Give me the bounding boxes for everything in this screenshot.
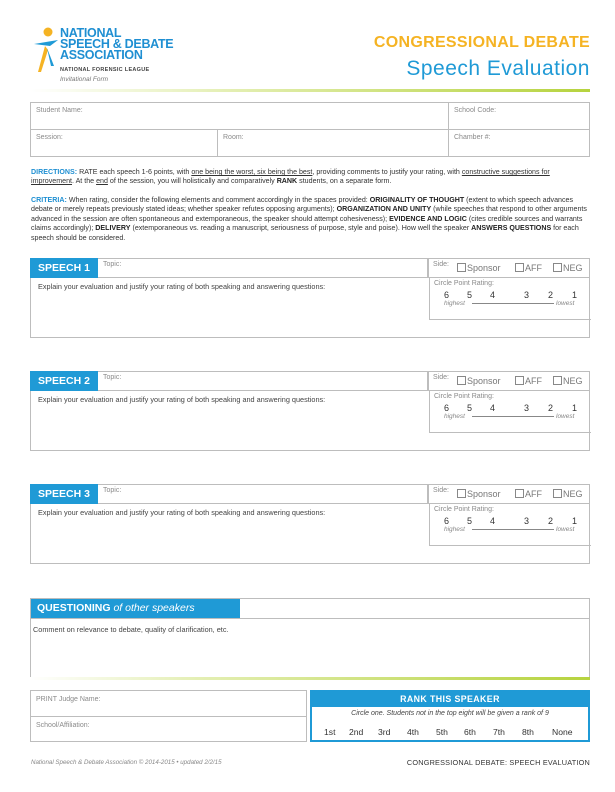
form-title-footer: CONGRESSIONAL DEBATE: SPEECH EVALUATION <box>406 758 590 767</box>
speech-3-label: SPEECH 3 <box>30 484 98 504</box>
sponsor-checkbox[interactable]: Sponsor <box>457 376 501 386</box>
rating-4[interactable]: 4 <box>490 516 496 526</box>
lowest-label: lowest <box>556 300 575 307</box>
rating-arrow <box>472 416 554 417</box>
session-label: Session: <box>36 134 63 141</box>
student-name-label: Student Name: <box>36 107 83 114</box>
speech-1-side-selector <box>428 258 590 278</box>
rating-5[interactable]: 5 <box>467 403 473 413</box>
neg-checkbox[interactable]: NEG <box>553 489 583 499</box>
school-code-field[interactable] <box>449 103 589 130</box>
form-type-label: Invitational Form <box>60 76 109 83</box>
logo-subtitle: NATIONAL FORENSIC LEAGUE <box>60 67 150 73</box>
rating-4[interactable]: 4 <box>490 403 496 413</box>
school-code-label: School Code: <box>454 107 497 114</box>
rank-note: Circle one. Students not in the top eight will be given a rank of 9 <box>351 710 549 717</box>
rank-option-4th[interactable]: 4th <box>407 727 419 737</box>
student-name-field[interactable] <box>31 103 449 130</box>
speech-3-rating <box>429 504 591 546</box>
speech-2-rating <box>429 391 591 433</box>
lowest-label: lowest <box>556 413 575 420</box>
judge-name-field[interactable]: PRINT Judge Name: <box>36 696 101 703</box>
questioning-header <box>30 598 590 619</box>
rating-2[interactable]: 2 <box>548 290 554 300</box>
student-info-table <box>30 102 590 157</box>
aff-checkbox[interactable]: AFF <box>515 489 542 499</box>
rank-option-none[interactable]: None <box>552 727 573 737</box>
rating-4[interactable]: 4 <box>490 290 496 300</box>
rank-title: RANK THIS SPEAKER <box>312 692 588 707</box>
speech-3-topic-field[interactable] <box>98 484 428 504</box>
rating-label: Circle Point Rating: <box>434 393 494 400</box>
side-label: Side: <box>433 374 449 381</box>
rating-5[interactable]: 5 <box>467 290 473 300</box>
rank-speaker-box <box>310 690 590 742</box>
association-logo-icon <box>30 26 62 76</box>
rating-1[interactable]: 1 <box>572 290 578 300</box>
session-field[interactable] <box>31 130 218 156</box>
speech-2-side-selector <box>428 371 590 391</box>
side-label: Side: <box>433 487 449 494</box>
rating-5[interactable]: 5 <box>467 516 473 526</box>
chamber-field[interactable] <box>449 130 589 156</box>
speech-3-explanation-area[interactable] <box>30 504 590 564</box>
judge-info-box <box>30 690 307 742</box>
speech-1-rating <box>429 278 591 320</box>
rating-label: Circle Point Rating: <box>434 506 494 513</box>
rating-2[interactable]: 2 <box>548 516 554 526</box>
questioning-prompt: Comment on relevance to debate, quality of clarification, etc. <box>33 625 229 634</box>
neg-checkbox[interactable]: NEG <box>553 376 583 386</box>
aff-checkbox[interactable]: AFF <box>515 263 542 273</box>
rank-option-3rd[interactable]: 3rd <box>378 727 391 737</box>
rank-option-1st[interactable]: 1st <box>324 727 336 737</box>
logo-wordmark: NATIONAL SPEECH & DEBATE ASSOCIATION <box>60 26 174 62</box>
rating-arrow <box>472 529 554 530</box>
sponsor-checkbox[interactable]: Sponsor <box>457 263 501 273</box>
aff-checkbox[interactable]: AFF <box>515 376 542 386</box>
speech-2-explanation-area[interactable] <box>30 391 590 451</box>
rank-option-2nd[interactable]: 2nd <box>349 727 364 737</box>
lowest-label: lowest <box>556 526 575 533</box>
rating-label: Circle Point Rating: <box>434 280 494 287</box>
rating-3[interactable]: 3 <box>524 290 530 300</box>
topic-label: Topic: <box>103 261 122 268</box>
speech-1-topic-field[interactable] <box>98 258 428 278</box>
room-field[interactable] <box>218 130 449 156</box>
page-subtitle: Speech Evaluation <box>406 57 590 80</box>
rating-1[interactable]: 1 <box>572 516 578 526</box>
speech-2-topic-field[interactable] <box>98 371 428 391</box>
page-title: CONGRESSIONAL DEBATE <box>373 34 590 51</box>
explanation-prompt: Explain your evaluation and justify your rating of both speaking and answering questions: <box>38 395 326 404</box>
school-affiliation-field[interactable]: School/Affiliation: <box>36 722 90 729</box>
topic-label: Topic: <box>103 487 122 494</box>
sponsor-checkbox[interactable]: Sponsor <box>457 489 501 499</box>
speech-2-label: SPEECH 2 <box>30 371 98 391</box>
rating-3[interactable]: 3 <box>524 403 530 413</box>
directions-paragraph: DIRECTIONS: RATE each speech 1-6 points, with one being the worst, six being the best, providing comments to justify your rating, with constructive suggestions for improvement. At the end of the session, you will holistically and comparatively RANK students, on a separate form. <box>31 168 550 186</box>
neg-checkbox[interactable]: NEG <box>553 263 583 273</box>
speech-3-side-selector <box>428 484 590 504</box>
rating-6[interactable]: 6 <box>444 516 450 526</box>
explanation-prompt: Explain your evaluation and justify your rating of both speaking and answering questions: <box>38 282 326 291</box>
room-label: Room: <box>223 134 244 141</box>
speech-1-label: SPEECH 1 <box>30 258 98 278</box>
rank-option-5th[interactable]: 5th <box>436 727 448 737</box>
header-divider <box>30 89 590 92</box>
rank-option-8th[interactable]: 8th <box>522 727 534 737</box>
speech-1-explanation-area[interactable] <box>30 278 590 338</box>
rank-option-6th[interactable]: 6th <box>464 727 476 737</box>
chamber-label: Chamber #: <box>454 134 491 141</box>
rating-arrow <box>472 303 554 304</box>
rating-1[interactable]: 1 <box>572 403 578 413</box>
copyright-footer: National Speech & Debate Association © 2014-2015 • updated 2/2/15 <box>31 759 222 766</box>
rating-3[interactable]: 3 <box>524 516 530 526</box>
footer-divider <box>30 677 590 680</box>
rating-6[interactable]: 6 <box>444 403 450 413</box>
criteria-paragraph: CRITERIA: When rating, consider the following elements and comment accordingly in the spaces provided: ORIGINALITY OF THOUGHT (extent to which speech advances debate or merely repeats previously stated ideas; whether speaker refutes opposing arguments); ORGANIZATION AND UNITY (while speeches that respond to other arguments advanced in the session are often spontaneous and extemporaneous, the speaker should attempt cohesiveness); EVIDENCE AND LOGIC (cites credible sources and warrants claims accordingly); DELIVERY (extemporaneous vs. reading a manuscript, seriousness of purpose, style and poise). How well the speaker ANSWERS QUESTIONS for each speech should be considered. <box>31 196 587 242</box>
topic-label: Topic: <box>103 374 122 381</box>
highest-label: highest <box>444 413 465 420</box>
rating-2[interactable]: 2 <box>548 403 554 413</box>
rating-6[interactable]: 6 <box>444 290 450 300</box>
side-label: Side: <box>433 261 449 268</box>
explanation-prompt: Explain your evaluation and justify your rating of both speaking and answering questions: <box>38 508 326 517</box>
highest-label: highest <box>444 526 465 533</box>
questioning-label: QUESTIONING of other speakers <box>31 599 240 618</box>
highest-label: highest <box>444 300 465 307</box>
rank-option-7th[interactable]: 7th <box>493 727 505 737</box>
